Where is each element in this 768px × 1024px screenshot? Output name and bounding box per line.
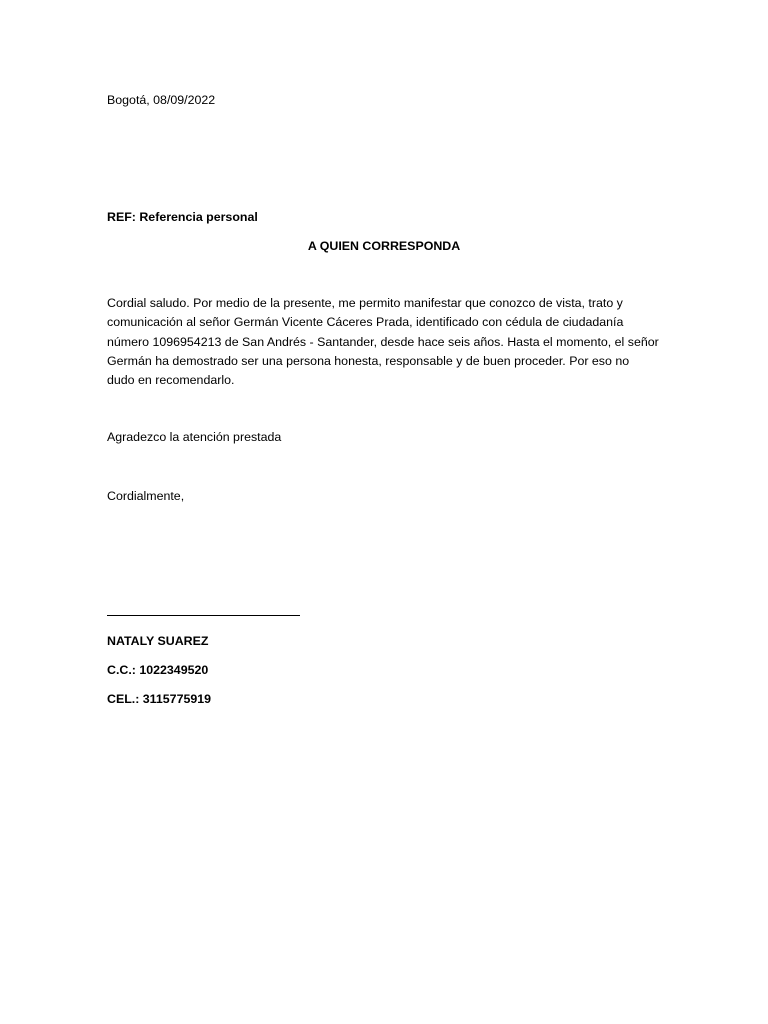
salutation: A QUIEN CORRESPONDA [307, 239, 461, 253]
place-date: Bogotá, 08/09/2022 [107, 93, 216, 107]
signer-name: NATALY SUAREZ [107, 634, 209, 648]
body-paragraph [107, 294, 663, 390]
signature-line [107, 615, 300, 616]
body-line: Cordial saludo. Por medio de la presente, me permito manifestar que conozco de vista, trato y [107, 296, 623, 310]
thanks-line: Agradezco la atención prestada [107, 430, 282, 444]
body-line: Germán ha demostrado ser una persona honesta, responsable y de buen proceder. Por eso no [107, 353, 630, 368]
closing-line: Cordialmente, [107, 489, 185, 503]
body-line: comunicación al señor Germán Vicente Cáceres Prada, identificado con cédula de ciudadanía [107, 315, 624, 330]
signer-id: C.C.: 1022349520 [107, 663, 209, 677]
body-line: dudo en recomendarlo. [107, 373, 235, 388]
reference-line: REF: Referencia personal [107, 210, 258, 224]
signer-phone: CEL.: 3115775919 [107, 692, 212, 706]
body-line: número 1096954213 de San Andrés - Santander, desde hace seis años. Hasta el momento, el señor [107, 334, 659, 349]
